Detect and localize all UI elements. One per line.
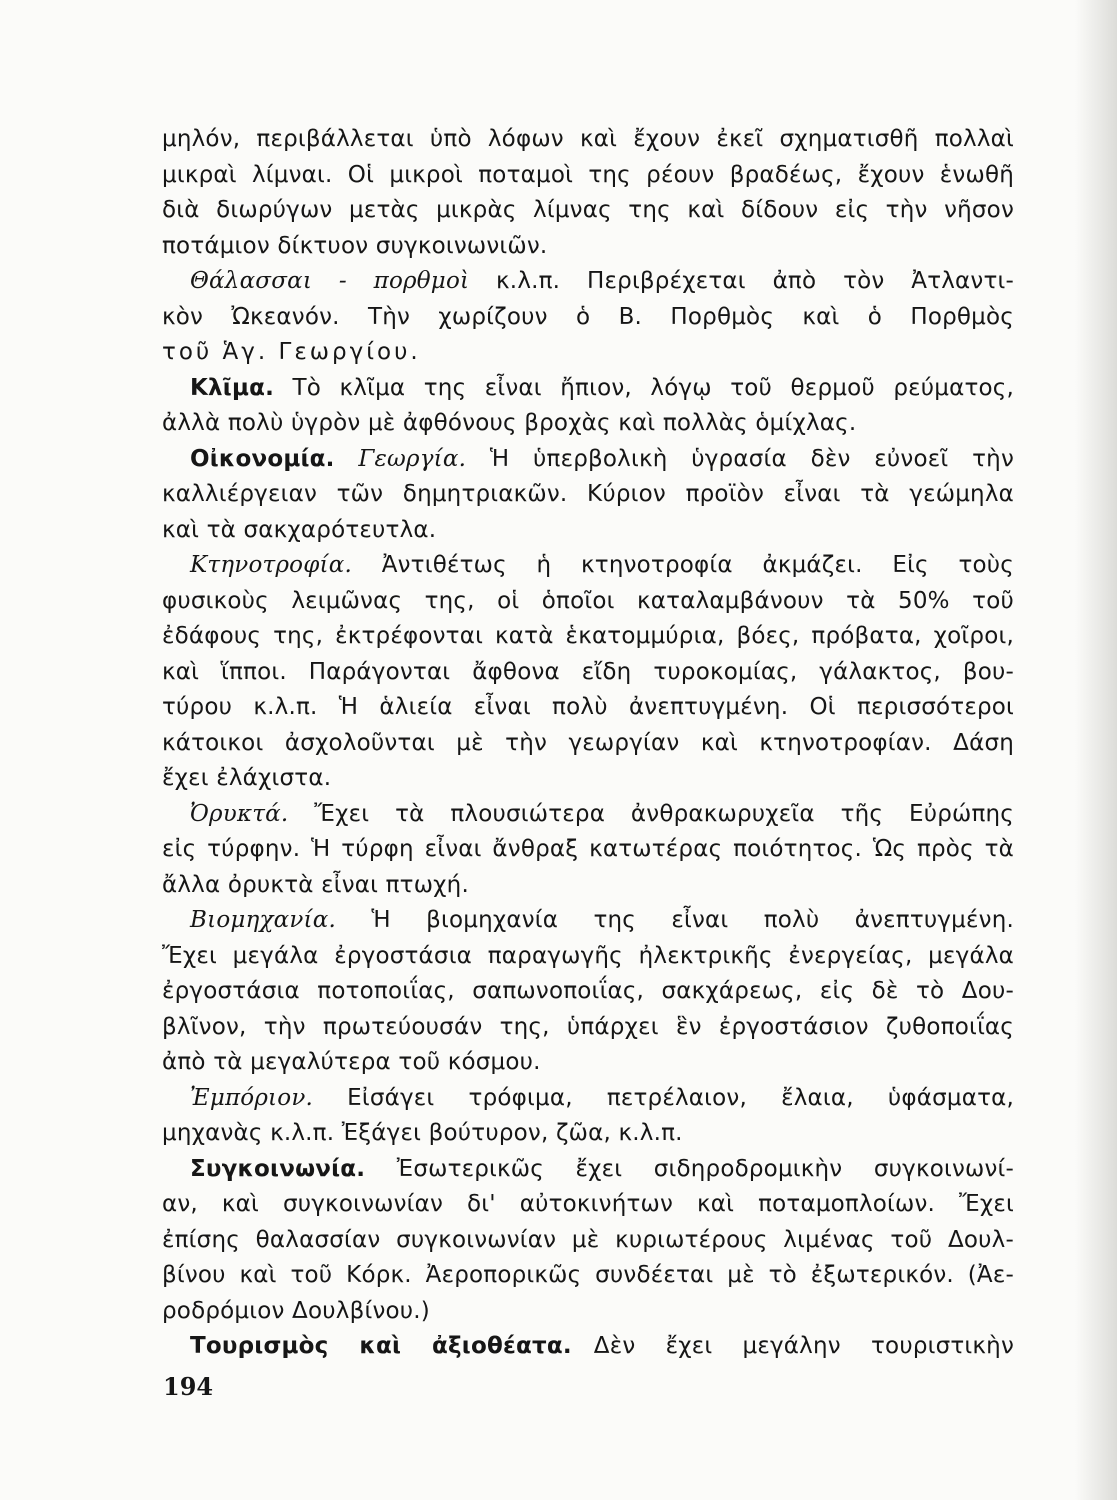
body-text [162,122,1014,1365]
section-subheading: Γεωργία. [358,445,467,472]
text-line: ποτάμιον δίκτυον συγκοινωνιῶν. [162,232,548,259]
section-heading: Κτηνοτροφία. [190,552,352,578]
text-line: Κτηνοτροφία. Ἀντιθέτως ἡ κτηνοτροφία ἀκμάζει. Εἰς τοὺς [190,552,1014,578]
text-line: βλῖνον, τὴν πρωτεύουσάν της, ὑπάρχει ἓν ἐργοστάσιον ζυθοποιΐας [162,1013,1014,1040]
text-line: Ἐμπόριον. Εἰσάγει τρόφιμα, πετρέλαιον, ἔλαια, ὑφάσματα, [190,1084,1014,1111]
text-line: Ἔχει μεγάλα ἐργοστάσια παραγωγῆς ἠλεκτρικῆς ἐνεργείας, μεγάλα [162,942,1014,969]
text-line: ἔχει ἐλάχιστα. [162,765,332,791]
section-heading: Ὀρυκτά. [190,800,289,827]
section-heading: Βιομηχανία. [190,907,337,933]
text-line: μικραὶ λίμναι. Οἱ μικροὶ ποταμοὶ της ρέουν βραδέως, ἔχουν ἑνωθῆ [162,161,1014,188]
text-line: Ὀρυκτά. Ἔχει τὰ πλουσιώτερα ἀνθρακωρυχεῖα τῆς Εὐρώπης [190,800,1014,827]
text-line: Θάλασσαι - πορθμοὶ κ.λ.π. Περιβρέχεται ἀπὸ τὸν Ἀτλαντι- [190,268,1014,294]
text-line: ἐργοστάσια ποτοποιΐας, σαπωνοποιΐας, σακχάρεως, εἰς δὲ τὸ Δου- [162,978,1014,1004]
text-line: αν, καὶ συγκοινωνίαν δι' αὐτοκινήτων καὶ ποταμοπλοίων. Ἔχει [162,1191,1014,1217]
section-heading: Ἐμπόριον. [190,1084,314,1111]
text-line: Συγκοινωνία. Ἐσωτερικῶς ἔχει σιδηροδρομικὴν συγκοινωνί- [190,1155,1014,1182]
text-line: μηχανὰς κ.λ.π. Ἐξάγει βούτυρον, ζῶα, κ.λ.π. [162,1120,683,1146]
text-line: τοῦ Ἁγ. Γεωργίου. [162,339,421,365]
text-line: καὶ τὰ σακχαρότευτλα. [162,516,437,543]
text-line: Οἰκονομία. Γεωργία. Ἡ ὑπερβολικὴ ὑγρασία δὲν εὐνοεῖ τὴν [190,445,1014,472]
text-line: τύρου κ.λ.π. Ἡ ἁλιεία εἶναι πολὺ ἀνεπτυγμένη. Οἱ περισσότεροι [162,694,1014,720]
page-edge-shadow [1075,0,1117,1500]
text-line: καὶ ἵπποι. Παράγονται ἄφθονα εἴδη τυροκομίας, γάλακτος, βου- [162,658,1014,685]
section-heading: Κλῖμα. [190,374,275,401]
section-heading: Οἰκονομία. [190,445,335,472]
text-line: ἐδάφους της, ἐκτρέφονται κατὰ ἑκατομμύρια, βόες, πρόβατα, χοῖροι, [162,623,1014,649]
text-line: βίνου καὶ τοῦ Κόρκ. Ἀεροπορικῶς συνδέεται μὲ τὸ ἐξωτερικόν. (Ἀε- [162,1262,1014,1288]
text-line: ροδρόμιον Δουλβίνου.) [162,1297,430,1324]
text-line: κὸν Ὠκεανόν. Τὴν χωρίζουν ὁ Β. Πορθμὸς καὶ ὁ Πορθμὸς [162,303,1014,330]
section-heading: Θάλασσαι - πορθμοὶ [190,268,470,294]
text-line: ἄλλα ὀρυκτὰ εἶναι πτωχή. [162,871,469,898]
text-line: ἀπὸ τὰ μεγαλύτερα τοῦ κόσμου. [162,1049,541,1075]
page-number: 194 [163,1372,214,1401]
section-heading: Τουρισμὸς καὶ ἀξιοθέατα. [190,1333,572,1359]
text-line: καλλιέργειαν τῶν δημητριακῶν. Κύριον προϊὸν εἶναι τὰ γεώμηλα [162,481,1014,507]
text-line: μηλόν, περιβάλλεται ὑπὸ λόφων καὶ ἔχουν ἐκεῖ σχηματισθῆ πολλαὶ [162,126,1014,152]
text-line: διὰ διωρύγων μετὰς μικρὰς λίμνας της καὶ δίδουν εἰς τὴν νῆσον [162,197,1014,223]
text-line: ἐπίσης θαλασσίαν συγκοινωνίαν μὲ κυριωτέρους λιμένας τοῦ Δουλ- [162,1226,1014,1253]
text-line: κάτοικοι ἀσχολοῦνται μὲ τὴν γεωργίαν καὶ κτηνοτροφίαν. Δάση [162,729,1014,756]
text-line: εἰς τύρφην. Ἡ τύρφη εἶναι ἄνθραξ κατωτέρας ποιότητος. Ὡς πρὸς τὰ [162,836,1014,862]
text-line: Βιομηχανία. Ἡ βιομηχανία της εἶναι πολὺ ἀνεπτυγμένη. [190,907,1014,933]
text-line: Κλῖμα. Τὸ κλῖμα της εἶναι ἤπιον, λόγῳ τοῦ θερμοῦ ρεύματος, [190,374,1015,401]
text-line: ἀλλὰ πολὺ ὑγρὸν μὲ ἀφθόνους βροχὰς καὶ πολλὰς ὁμίχλας. [162,410,857,436]
text-line: φυσικοὺς λειμῶνας της, οἱ ὁποῖοι καταλαμβάνουν τὰ 50% τοῦ [162,587,1014,614]
text-line: Τουρισμὸς καὶ ἀξιοθέατα. Δὲν ἔχει μεγάλην τουριστικὴν [190,1333,1014,1359]
section-heading: Συγκοινωνία. [190,1155,366,1182]
